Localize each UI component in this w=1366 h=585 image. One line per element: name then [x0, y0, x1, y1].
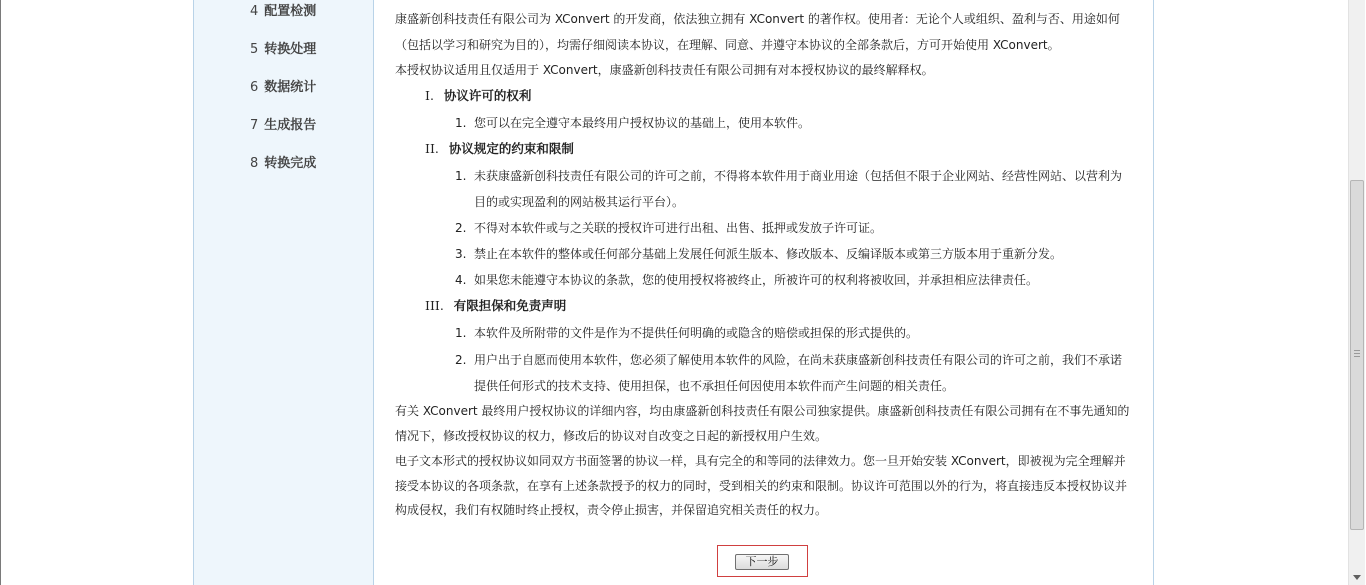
steps-sidebar: [193, 0, 374, 585]
outro-line: 有关 XConvert 最终用户授权协议的详细内容，均由康盛新创科技责任有限公司独家提供。康盛新创科技责任有限公司拥有在不事先通知的: [395, 404, 1130, 418]
step-label: 配置检测: [264, 4, 317, 19]
item-number: 2.: [455, 221, 467, 235]
item-text: 本软件及所附带的文件是作为不提供任何明确的或隐含的赔偿或担保的形式提供的。: [474, 326, 919, 340]
section-title: 协议许可的权利: [443, 88, 532, 103]
step-label: 生成报告: [264, 118, 317, 133]
step-number: 7: [250, 118, 259, 133]
step-label: 数据统计: [264, 80, 317, 95]
item-number: 2.: [455, 353, 467, 367]
grip-line: [1354, 350, 1360, 351]
step-complete: [250, 152, 316, 171]
intro-line: 本授权协议适用且仅适用于 XConvert，康盛新创科技责任有限公司拥有对本授权协议的最终解释权。: [395, 63, 934, 77]
outro-line: 电子文本形式的授权协议如同双方书面签署的协议一样，具有完全的和等同的法律效力。您一旦开始安装 XConvert，即被视为完全理解并: [395, 454, 1126, 468]
item-number: 1.: [455, 116, 467, 130]
section-numeral: III.: [425, 298, 444, 313]
item-text: 禁止在本软件的整体或任何部分基础上发展任何派生版本、修改版本、反编译版本或第三方版本用于重新分发。: [474, 247, 1063, 261]
step-report: [250, 114, 316, 133]
scrollbar-thumb[interactable]: [1350, 180, 1364, 530]
list-item: [455, 323, 918, 343]
list-item: [455, 350, 1122, 370]
grip-line: [1354, 353, 1360, 354]
section-numeral: II.: [425, 141, 439, 156]
step-conversion: [250, 38, 316, 57]
intro-line: （包括以学习和研究为目的），均需仔细阅读本协议，在理解、同意、并遵守本协议的全部条款后，方可开始使用 XConvert。: [395, 38, 1060, 52]
vertical-scrollbar[interactable]: [1348, 0, 1365, 585]
item-number: 1.: [455, 326, 467, 340]
next-button-highlight: [717, 545, 808, 577]
license-agreement: [375, 0, 1154, 585]
step-number: 4: [250, 4, 259, 19]
item-text: 不得对本软件或与之关联的授权许可进行出租、出售、抵押或发放子许可证。: [474, 221, 883, 235]
step-number: 6: [250, 80, 259, 95]
list-item: [455, 270, 1038, 290]
list-item: [455, 244, 1062, 264]
list-item: [455, 166, 1122, 186]
section-numeral: I.: [425, 88, 434, 103]
scroll-down-arrow-icon[interactable]: [1353, 575, 1361, 580]
outro-line: 构成侵权，我们有权随时终止授权，责令停止损害，并保留追究相关责任的权力。: [395, 503, 828, 517]
item-number: 4.: [455, 273, 467, 287]
step-label: 转换完成: [264, 156, 317, 171]
item-text: 如果您未能遵守本协议的条款，您的使用授权将被终止，所被许可的权利将被收回，并承担相应法律责任。: [474, 273, 1039, 287]
step-number: 5: [250, 42, 259, 57]
step-number: 8: [250, 156, 259, 171]
step-label: 转换处理: [264, 42, 317, 57]
window-left-edge: [0, 0, 1, 585]
item-text-continued: 提供任何形式的技术支持、使用担保，也不承担任何因使用本软件而产生问题的相关责任。: [474, 379, 955, 393]
outro-line: 情况下，修改授权协议的权力，修改后的协议对自改变之日起的新授权用户生效。: [395, 429, 828, 443]
next-step-button[interactable]: 下一步: [735, 554, 789, 570]
item-text: 用户出于自愿而使用本软件，您必须了解使用本软件的风险，在尚未获康盛新创科技责任有限公司的许可之前，我们不承诺: [474, 353, 1123, 367]
item-text: 您可以在完全遵守本最终用户授权协议的基础上，使用本软件。: [474, 116, 811, 130]
section-heading: [425, 139, 574, 159]
item-number: 3.: [455, 247, 467, 261]
list-item: [455, 113, 810, 133]
step-statistics: [250, 76, 316, 95]
item-text-continued: 目的或实现盈利的网站极其运行平台）。: [474, 195, 685, 209]
section-heading: [425, 86, 531, 106]
outro-line: 接受本协议的各项条款，在享有上述条款授予的权力的同时，受到相关的约束和限制。协议许可范围以外的行为，将直接违反本授权协议并: [395, 479, 1128, 493]
list-item: [455, 218, 882, 238]
section-title: 协议规定的约束和限制: [448, 141, 574, 156]
section-title: 有限担保和免责声明: [453, 298, 567, 313]
grip-line: [1354, 356, 1360, 357]
item-text: 未获康盛新创科技责任有限公司的许可之前，不得将本软件用于商业用途（包括但不限于企业网站、经营性网站、以营利为: [474, 169, 1123, 183]
step-config-check: [250, 0, 316, 19]
intro-line: 康盛新创科技责任有限公司为 XConvert 的开发商，依法独立拥有 XConvert 的著作权。使用者：无论个人或组织、盈利与否、用途如何: [395, 12, 1120, 26]
section-heading: [425, 296, 566, 316]
item-number: 1.: [455, 169, 467, 183]
